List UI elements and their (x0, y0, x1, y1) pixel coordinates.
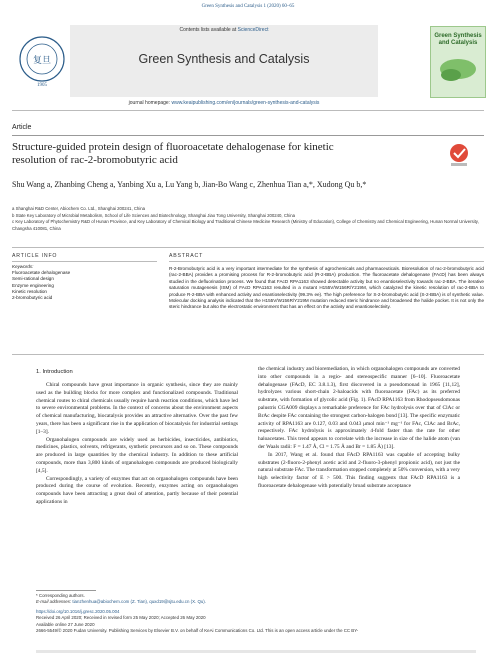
affiliation-b: b State Key Laboratory of Microbial Metabolism, School of Life Sciences and Biotechnology, Shanghai Jiao Tong University, Shanghai 200240, China (12, 212, 296, 218)
body-paragraph: In 2017, Wang et al. found that FAcD RPA1163 was capable of accepting bulky substrates (2-fluoro-2-phenyl acetic acid and 2-fluoro-3-phenyl propionic acid), not just the natural substrate FAc. The transformation stopped completely at 50% conversion, with a very high selectivity factor of E > 500. This finding suggests that FAcD RPA1163 is a fluoroacetate dehalogenase with potentially broad substrate acceptance (258, 451, 460, 489)
abstract-heading: ABSTRACT (169, 253, 204, 259)
svg-text:复旦: 复旦 (32, 55, 52, 65)
copyright-line: 2666-5549/© 2020 Fudan University. Publishing Services by Elsevier B.V. on behalf of KeAi Communications Co. Ltd. This is an open access article under the CC BY- (36, 628, 359, 634)
abstract-text: R-2-Bromobutyric acid is a very important intermediate for the synthesis of agrochemicals and pharmaceuticals. Bioresolution of rac-2-bromobutyric acid (rac-2-BBA) provides a promising process for R-2-bromobutyric acid (R-2-BBA) production. The fluoroacetate dehalogenase (FAcD) has been always studied in the defluorination process. We found that FAcD RPA1163 showed detectable activity but no enantioselectivity towards rac-2-BBA. The iterative saturation mutagenesis (ISM) of FAcD RPA1163 resulted in a mutant H155V/W156R/Y219M, which catalyzed the kinetic resolution of rac-2-BBA to produce R-2-BBA with enhanced activity and enantioselectivity (99.3% ee). The high preference for S-2-bromobutyric acid (S-2-BBA) is of synthetic value. Molecular docking analysis indicated that the H155V/W156R/Y219M mutation reduced steric hindrance and broadened the halide pocket. It is not only the steric hindrance but also the electrostatic environment that has an effect on the activity and enantioselectivity. (169, 266, 484, 310)
article-type-label: Article (12, 124, 32, 131)
available-online-date: Available online 27 June 2020 (36, 621, 95, 627)
check-for-updates-icon[interactable] (448, 142, 470, 168)
keywords-list (12, 264, 157, 301)
cover-title: Green Synthesis and Catalysis (434, 33, 482, 46)
divider (12, 247, 484, 248)
journal-header (12, 14, 484, 111)
homepage-prefix: journal homepage: (128, 100, 172, 106)
journal-citation-line[interactable]: Green Synthesis and Catalysis 1 (2020) 60–65 (201, 4, 295, 9)
keyword-item: Fluoroacetate dehalogenase (12, 270, 71, 276)
journal-title: Green Synthesis and Catalysis (138, 52, 310, 66)
keyword-item: 2-bromobutyric acid (12, 295, 53, 301)
author-list: Shu Wang a, Zhanbing Cheng a, Yanbing Xu a, Lu Yang b, Jian-Bo Wang c, Zhenhua Tian a,*, Xudong Qu b,* (12, 180, 367, 189)
divider (12, 354, 484, 355)
email-line (36, 599, 476, 605)
body-paragraph: Correspondingly, a variety of enzymes that act on organohalogen compounds have been produced during the course of evolution. Recently, enzymes acting on organohalogen compounds have been attracting a great deal of attention, partly because of their potential applications in (36, 475, 238, 505)
received-dates: Received 26 April 2020; Received in revised form 25 May 2020; Accepted 26 May 2020 (36, 615, 206, 621)
footnotes (36, 593, 476, 634)
email-prefix: E-mail addresses: (36, 599, 73, 605)
affiliation-a: a Shanghai R&D Center, Abiochem Co. Ltd., Shanghai 200241, China (12, 206, 146, 211)
divider (169, 261, 484, 262)
divider (12, 261, 157, 262)
svg-text:1905: 1905 (37, 83, 47, 88)
fudan-university-logo (18, 28, 66, 90)
divider (12, 135, 484, 136)
keyword-item: Kinetic resolution (12, 288, 47, 294)
contents-prefix: Contents lists available at (179, 27, 238, 33)
journal-homepage-line (70, 100, 378, 106)
body-column-right (258, 366, 460, 491)
article-info-heading: ARTICLE INFO (12, 253, 58, 259)
homepage-link[interactable]: www.keaipublishing.com/en/journals/green-synthesis-and-catalysis (171, 100, 320, 106)
cover-leaf-graphic (431, 47, 485, 87)
body-paragraph: Organohalogen compounds are widely used as herbicides, insecticides, antibiotics, medicines, plastics, solvents, refrigerants, synthetic precursors and so on. These compounds are produced in large quantities by the chemical industry. In addition to these artificial compounds, more than 3,800 kinds of organohalogen compounds are produced biologically [4,5]. (36, 436, 238, 474)
doi-link[interactable]: https://doi.org/10.1016/j.gresc.2020.05.004 (36, 608, 120, 614)
contents-line (70, 27, 378, 33)
body-column-left (36, 382, 238, 507)
license-strip (36, 650, 476, 653)
email-links[interactable]: tianzhenhua@abiochem.com (Z. Tian), quxd19@sjtu.edu.cn (X. Qu). (72, 599, 206, 605)
introduction-heading: 1. Introduction (36, 369, 73, 375)
body-paragraph: the chemical industry and bioremediation, in which organohalogen compounds are converted into other compounds in a regio- and stereospecific manner [6–10]. Fluoroacetate dehalogenase (FAcD, EC 3.8.1.3), first discovered in a pseudomonad in 1965 [11,12], hydrolyzes various short-chain 2-haloacids with fluoroacetate (FAc) as its preferred substrate, with formation of glycolic acid (Fig. 1). FAcD RPA1163 from Rhodopseudomonas palustris CGA009 displays a remarkable preference for FAc hydrolysis over that of ClAc or BrAc despite FAc containing the strongest carbon-halogen bond [13]. The specific enzymatic activity of RPA1163 are 0.127, 0.03 and 0.043 μmol min⁻¹ mg⁻¹ for FAc, ClAc and BrAc, respectively. FAc hydrolysis is approximately 4-fold faster than the rate for other haloacetates. This trend appears to correlate with the increase in size of the halide atom (van der Waals radii: F = 1.47 Å, Cl = 1.75 Å and Br = 1.85 Å) [13]. (258, 366, 460, 450)
article-title: Structure-guided protein design of fluoroacetate dehalogenase for kinetic resolution of rac-2-bromobutyric acid (12, 141, 334, 166)
corresponding-authors-note: * Corresponding authors. (36, 593, 85, 598)
keywords-label: Keywords: (12, 264, 34, 269)
keyword-item: Enzyme engineering (12, 282, 54, 288)
keyword-item: Semi-rational design (12, 276, 54, 282)
journal-cover-image (430, 26, 486, 98)
sciencedirect-link[interactable]: ScienceDirect (237, 27, 269, 33)
affiliations (12, 206, 482, 232)
body-paragraph: Chiral compounds have great importance in organic synthesis, since they are mainly used as the building blocks for more complex and functionalized compounds. Traditional chemical routes to chiral chemicals usually require harsh reaction conditions, which have led to severe environmental problems. In the context of concerns about the environment aspects of chemical manufacturing, biocatalysis provides an attractive alternative. Over the past few years, there has been a significant rise in the application of biocatalysis for industrial settings [1–3]. (36, 382, 238, 435)
affiliation-c: c Key Laboratory of Phytochemistry R&D of Hunan Province, and Key Laboratory of Chemical Biology and Traditional Chinese Medicine Research (Ministry of Education), College of Chemistry and Chemical Engineering, Hunan Normal University, Changsha 410081, China (12, 219, 479, 231)
footnote-divider (36, 590, 96, 591)
